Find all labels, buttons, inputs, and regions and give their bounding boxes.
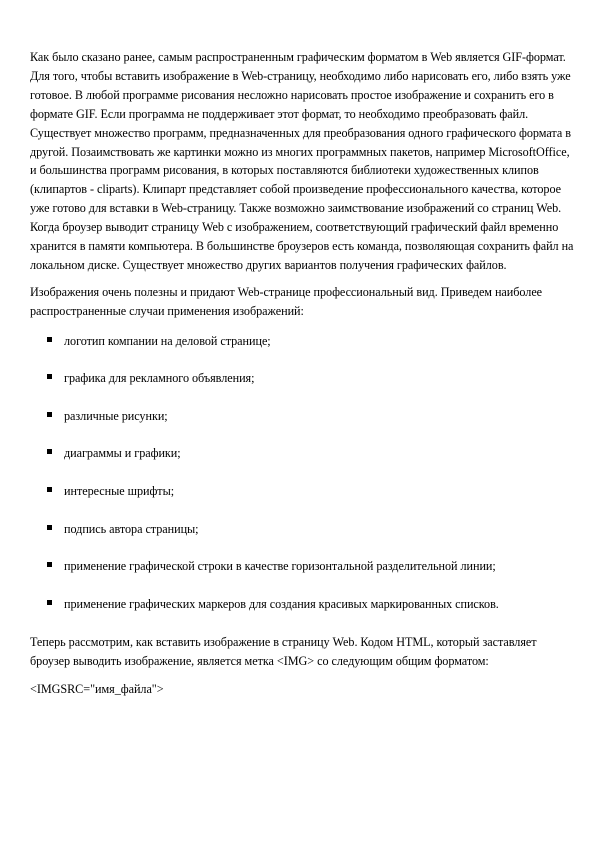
- document-page: [30, 48, 575, 699]
- paragraph-img-intro: Теперь рассмотрим, как вставить изображение в страницу Web. Кодом HTML, который заставляет броузер выводить изображение, является метка <IMG> со следующим общим форматом:: [30, 634, 537, 668]
- list-item-text: интересные шрифты;: [64, 484, 175, 499]
- square-bullet-icon: [47, 412, 52, 417]
- list-item-text: подпись автора страницы;: [64, 521, 199, 536]
- list-item-text: различные рисунки;: [64, 408, 168, 423]
- list-item: [30, 369, 575, 388]
- square-bullet-icon: [47, 525, 52, 530]
- list-item: [30, 407, 575, 426]
- list-item: [30, 595, 575, 614]
- square-bullet-icon: [47, 337, 52, 342]
- square-bullet-icon: [47, 562, 52, 567]
- list-item-text: диаграммы и графики;: [64, 446, 181, 461]
- paragraph-img-tag: <IMGSRC="имя_файла">: [30, 681, 164, 696]
- square-bullet-icon: [47, 600, 52, 605]
- list-item: [30, 482, 575, 501]
- uses-bullet-list: [30, 332, 575, 614]
- list-item: [30, 444, 575, 463]
- list-item-text: логотип компании на деловой странице;: [64, 333, 271, 348]
- list-item-text: графика для рекламного объявления;: [64, 371, 255, 386]
- paragraph-intro: Как было сказано ранее, самым распространенным графическим форматом в Web является GIF-формат. Для того, чтобы вставить изображение в Web-страницу, необходимо либо нарисовать его, либо взять уже готовое. В любой программе рисования несложно нарисовать простое изображение и сохранить его в формате GIF. Если программа не поддерживает этот формат, то необходимо преобразовать файл. Существует множество программ, предназначенных для преобразования одного графического формата в другой. Позаимствовать же картинки можно из многих программных пакетов, например MicrosoftOffice, и большинства программ рисования, в которых поставляются библиотеки художественных клипов (клипартов - cliparts). Клипарт представляет собой произведение профессионального качества, которое уже готово для вставки в Web-страницу. Также возможно заимствование изображений со страниц Web. Когда броузер выводит страницу Web с изображением, соответствующий графический файл временно хранится в памяти компьютера. В большинстве броузеров есть команда, позволяющая сохранить файл на локальном диске. Существует множество других вариантов получения графических файлов.: [30, 50, 574, 272]
- list-item: [30, 332, 575, 351]
- list-item-text: применение графических маркеров для создания красивых маркированных списков.: [64, 596, 499, 611]
- paragraph-uses-intro: Изображения очень полезны и придают Web-странице профессиональный вид. Приведем наиболее распространенные случаи применения изображений:: [30, 284, 543, 318]
- list-item-text: применение графической строки в качестве горизонтальной разделительной линии;: [64, 559, 496, 574]
- list-item: [30, 557, 575, 576]
- square-bullet-icon: [47, 374, 52, 379]
- list-item: [30, 520, 575, 539]
- square-bullet-icon: [47, 449, 52, 454]
- square-bullet-icon: [47, 487, 52, 492]
